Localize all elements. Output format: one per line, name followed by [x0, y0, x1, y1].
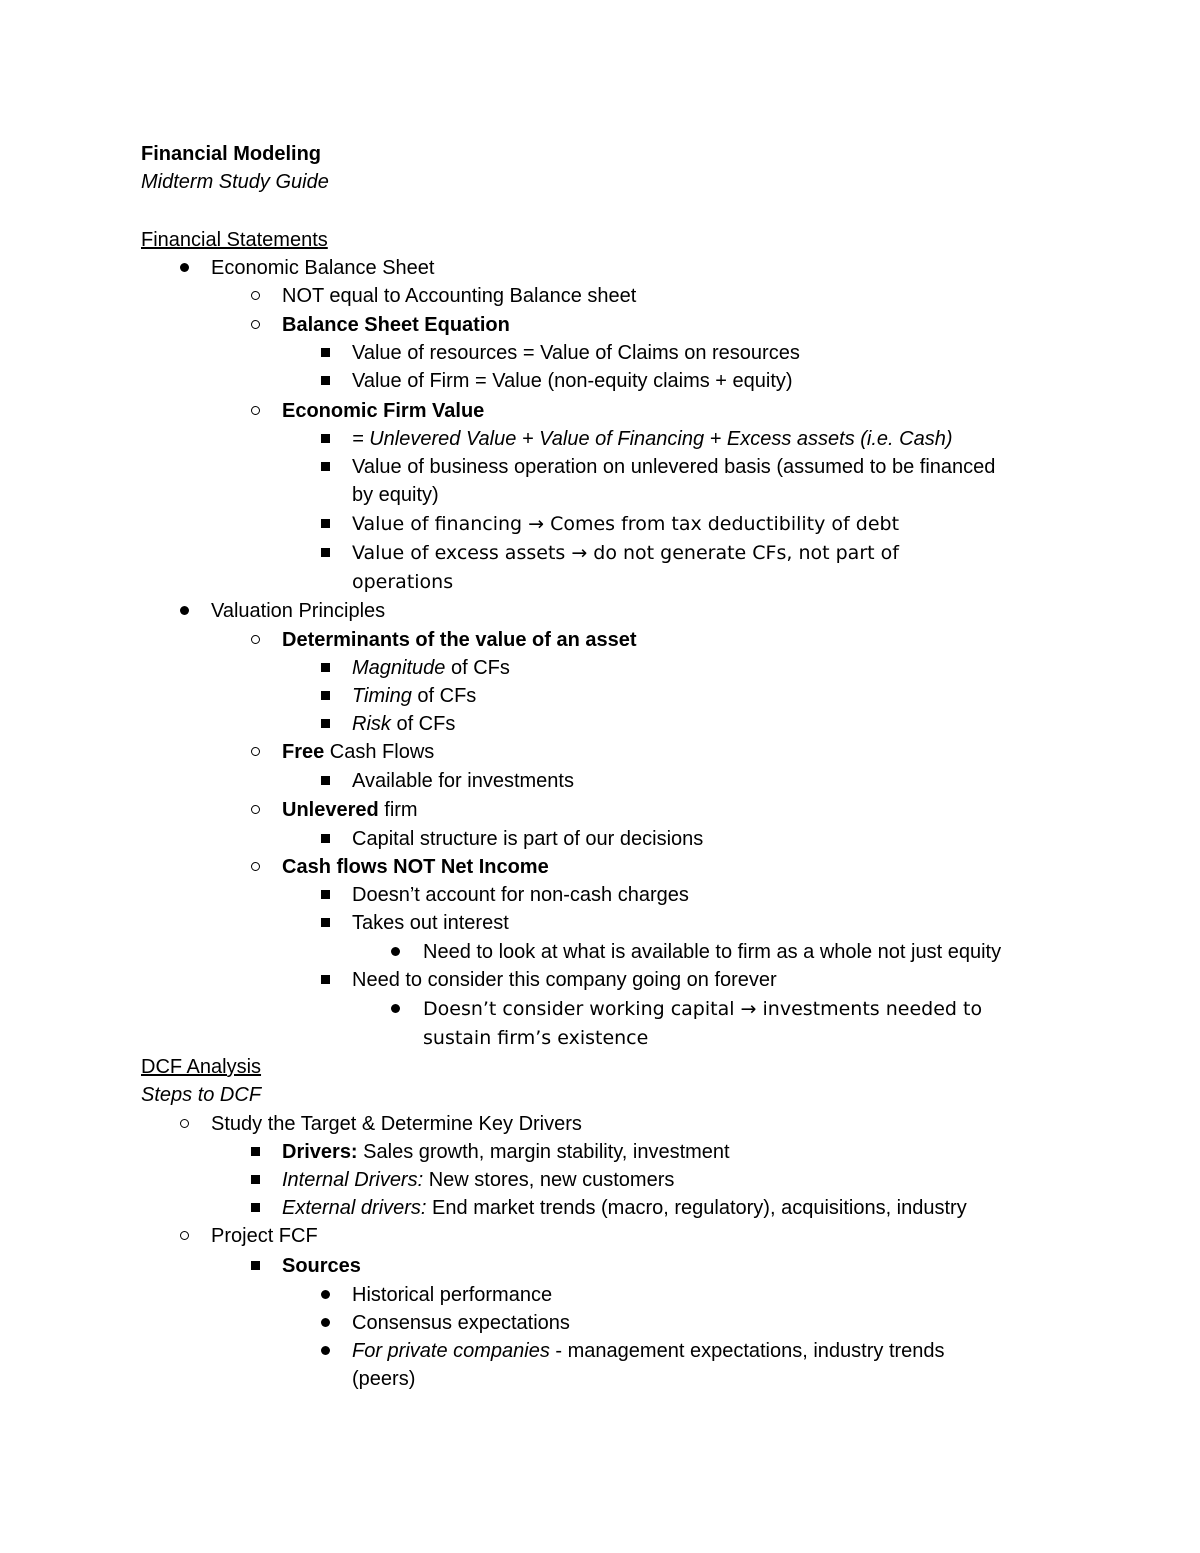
list-item-text: Cash flows NOT Net Income	[282, 856, 549, 878]
bullet-dot-icon	[384, 995, 406, 1023]
doc-subtitle: Midterm Study Guide	[141, 171, 329, 193]
bullet-dot-icon	[173, 254, 195, 282]
section-heading-text: DCF Analysis	[141, 1056, 262, 1078]
list-item-text: Value of resources = Value of Claims on resources	[352, 342, 800, 364]
bullet-square-icon	[314, 453, 336, 481]
list-item-text: Historical performance	[352, 1284, 553, 1306]
list-item-text: Free Cash Flows	[282, 741, 435, 763]
list-item-text: sustain firm’s existence	[423, 1027, 649, 1049]
list-item-text: Balance Sheet Equation	[282, 314, 510, 336]
list-item-text: operations	[352, 571, 454, 593]
list-item-text: Capital structure is part of our decisions	[352, 828, 704, 850]
bullet-ring-icon	[173, 1110, 195, 1138]
bullet-dot-icon	[314, 1337, 336, 1365]
bullet-square-icon	[314, 510, 336, 538]
bullet-square-icon	[244, 1138, 266, 1166]
list-item-text: NOT equal to Accounting Balance sheet	[282, 285, 637, 307]
bullet-square-icon	[314, 682, 336, 710]
bullet-square-icon	[314, 425, 336, 453]
bullet-ring-icon	[244, 282, 266, 310]
bullet-square-icon	[314, 654, 336, 682]
list-item-text: Doesn’t consider working capital → investments needed to	[423, 998, 983, 1020]
bullet-dot-icon	[314, 1309, 336, 1337]
list-item-text: Doesn’t account for non-cash charges	[352, 884, 689, 906]
list-item-text: = Unlevered Value + Value of Financing + Excess assets (i.e. Cash)	[352, 428, 953, 450]
list-item-text: Value of Firm = Value (non-equity claims + equity)	[352, 370, 793, 392]
section-heading-text: Financial Statements	[141, 229, 328, 251]
bullet-ring-icon	[244, 853, 266, 881]
bullet-square-icon	[314, 539, 336, 567]
bullet-square-icon	[314, 881, 336, 909]
bullet-square-icon	[244, 1166, 266, 1194]
list-item-text: Consensus expectations	[352, 1312, 570, 1334]
list-item-text: Valuation Principles	[211, 600, 386, 622]
list-item-text: Internal Drivers: New stores, new customers	[282, 1169, 675, 1191]
list-item-text: Economic Firm Value	[282, 400, 485, 422]
list-item-text: Sources	[282, 1255, 361, 1277]
bullet-square-icon	[314, 966, 336, 994]
list-item-text: Study the Target & Determine Key Drivers	[211, 1113, 582, 1135]
list-item-text: Need to consider this company going on forever	[352, 969, 777, 991]
list-item-text: (peers)	[352, 1368, 416, 1390]
bullet-square-icon	[314, 367, 336, 395]
bullet-ring-icon	[244, 311, 266, 339]
list-item-text: Timing of CFs	[352, 685, 477, 707]
bullet-square-icon	[314, 767, 336, 795]
list-item-text: Takes out interest	[352, 912, 509, 934]
bullet-ring-icon	[173, 1222, 195, 1250]
bullet-square-icon	[314, 339, 336, 367]
bullet-square-icon	[244, 1252, 266, 1280]
bullet-square-icon	[314, 825, 336, 853]
list-item-text: Risk of CFs	[352, 713, 456, 735]
list-item-text: For private companies - management expectations, industry trends	[352, 1340, 945, 1362]
list-item-text: Value of excess assets → do not generate CFs, not part of	[352, 542, 899, 564]
bullet-ring-icon	[244, 626, 266, 654]
list-item-text: Value of business operation on unlevered basis (assumed to be financed	[352, 456, 996, 478]
bullet-dot-icon	[384, 938, 406, 966]
list-item-text: Economic Balance Sheet	[211, 257, 435, 279]
list-item-text: Unlevered firm	[282, 799, 418, 821]
bullet-ring-icon	[244, 397, 266, 425]
list-item-text: Drivers: Sales growth, margin stability, investment	[282, 1141, 730, 1163]
bullet-square-icon	[244, 1194, 266, 1222]
bullet-ring-icon	[244, 796, 266, 824]
list-item-text: Value of financing → Comes from tax deductibility of debt	[352, 513, 900, 535]
section-subheading-text: Steps to DCF	[141, 1084, 262, 1106]
list-item-text: by equity)	[352, 484, 439, 506]
bullet-square-icon	[314, 909, 336, 937]
bullet-ring-icon	[244, 738, 266, 766]
bullet-dot-icon	[314, 1281, 336, 1309]
bullet-square-icon	[314, 710, 336, 738]
list-item-text: External drivers: End market trends (macro, regulatory), acquisitions, industry	[282, 1197, 967, 1219]
list-item-text: Magnitude of CFs	[352, 657, 510, 679]
list-item-text: Project FCF	[211, 1225, 318, 1247]
bullet-dot-icon	[173, 597, 195, 625]
list-item-text: Available for investments	[352, 770, 574, 792]
list-item-text: Determinants of the value of an asset	[282, 629, 637, 651]
doc-title: Financial Modeling	[141, 143, 322, 165]
list-item-text: Need to look at what is available to firm as a whole not just equity	[423, 941, 1002, 963]
